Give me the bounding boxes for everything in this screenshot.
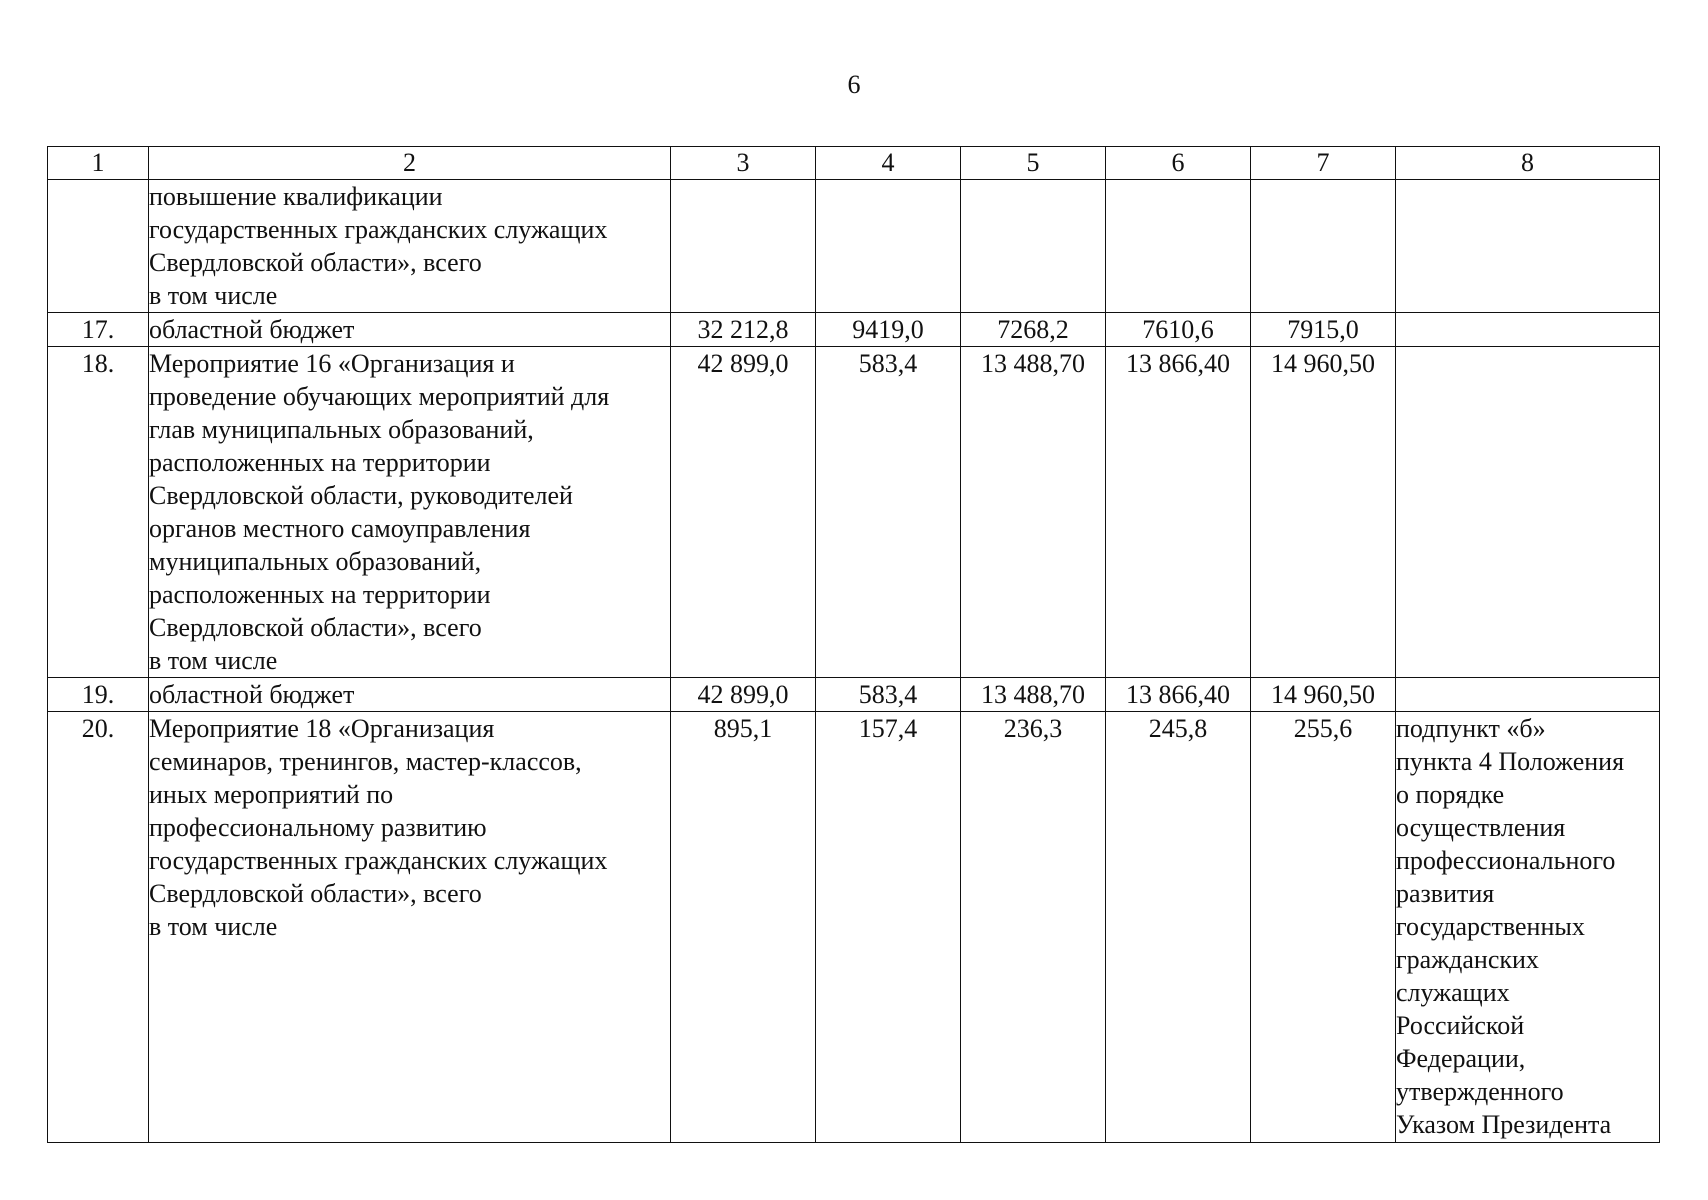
row-value-total: 42 899,0 [671,678,816,712]
row-value-col6: 7610,6 [1106,313,1251,347]
row-value-col4: 583,4 [816,678,961,712]
header-cell-2: 2 [149,147,671,180]
header-row [48,147,1660,180]
row-value-col4: 157,4 [816,712,961,1143]
page-number: 6 [847,70,861,99]
table-row [48,678,1660,712]
table-row [48,180,1660,313]
row-name: областной бюджет [149,313,671,347]
row-value-col5: 236,3 [961,712,1106,1143]
row-value-col6: 13 866,40 [1106,347,1251,678]
header-cell-1: 1 [48,147,149,180]
header-cell-5: 5 [961,147,1106,180]
row-value-col7: 255,6 [1251,712,1396,1143]
header-cell-4: 4 [816,147,961,180]
row-value-col7 [1251,180,1396,313]
row-name: Мероприятие 18 «Организация семинаров, тренингов, мастер-классов, иных мероприятий по профессиональному развитию государственных гражданских служащих Свердловской области», всего в том числе [149,712,671,1143]
row-number: 17. [48,313,149,347]
row-value-col7: 14 960,50 [1251,678,1396,712]
budget-table [47,146,1660,1143]
table-row [48,313,1660,347]
row-number: 18. [48,347,149,678]
row-basis [1396,347,1660,678]
row-value-col6: 245,8 [1106,712,1251,1143]
row-value-total: 32 212,8 [671,313,816,347]
row-value-col7: 14 960,50 [1251,347,1396,678]
row-value-col4 [816,180,961,313]
row-value-col5 [961,180,1106,313]
table-row [48,712,1660,1143]
row-basis: подпункт «б» пункта 4 Положения о порядке осуществления профессионального развития государственных гражданских служащих Российской Федерации, утвержденного Указом Президента [1396,712,1660,1143]
row-value-col6 [1106,180,1251,313]
row-value-total [671,180,816,313]
row-value-col4: 583,4 [816,347,961,678]
row-value-col5: 7268,2 [961,313,1106,347]
row-value-col4: 9419,0 [816,313,961,347]
row-value-col5: 13 488,70 [961,678,1106,712]
header-cell-7: 7 [1251,147,1396,180]
row-value-col7: 7915,0 [1251,313,1396,347]
table-row [48,347,1660,678]
header-cell-3: 3 [671,147,816,180]
row-basis [1396,678,1660,712]
row-basis [1396,313,1660,347]
row-basis [1396,180,1660,313]
header-cell-8: 8 [1396,147,1660,180]
row-number: 19. [48,678,149,712]
row-value-col5: 13 488,70 [961,347,1106,678]
row-value-total: 895,1 [671,712,816,1143]
row-name: повышение квалификации государственных гражданских служащих Свердловской области», всего в том числе [149,180,671,313]
row-number: 20. [48,712,149,1143]
row-number [48,180,149,313]
header-cell-6: 6 [1106,147,1251,180]
row-value-total: 42 899,0 [671,347,816,678]
row-name: Мероприятие 16 «Организация и проведение обучающих мероприятий для глав муниципальных образований, расположенных на территории Свердловской области, руководителей органов местного самоуправления муниципальных образований, расположенных на территории Свердловской области», всего в том числе [149,347,671,678]
row-name: областной бюджет [149,678,671,712]
row-value-col6: 13 866,40 [1106,678,1251,712]
